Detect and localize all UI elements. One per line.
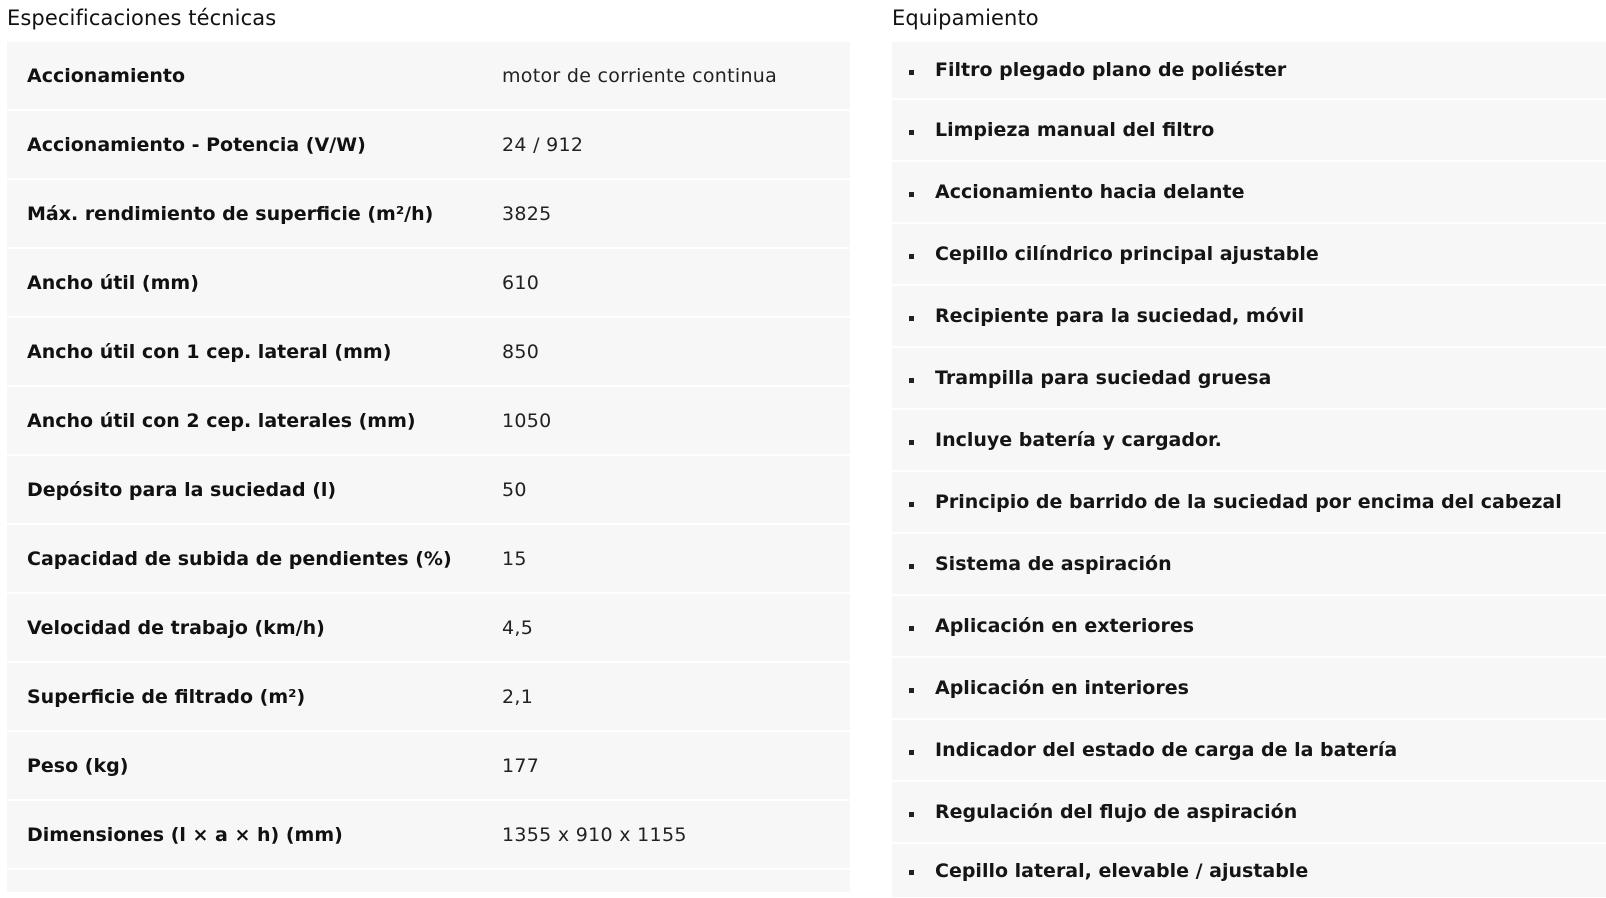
spec-label: Superficie de filtrado (m²) xyxy=(7,663,502,732)
equipment-title: Equipamiento xyxy=(892,6,1039,30)
list-item xyxy=(892,534,1606,596)
bullet-icon xyxy=(909,750,914,755)
spec-label: Dimensiones (l × a × h) (mm) xyxy=(7,801,502,870)
bullet-icon xyxy=(909,812,914,817)
equipment-item-label: Recipiente para la suciedad, móvil xyxy=(935,305,1305,327)
spec-row xyxy=(7,42,850,111)
spec-value: 24 / 912 xyxy=(502,111,850,180)
equipment-item-label: Sistema de aspiración xyxy=(935,553,1172,575)
equipment-section xyxy=(892,0,1606,897)
spec-label: Ancho útil con 1 cep. lateral (mm) xyxy=(7,318,502,387)
spec-row xyxy=(7,594,850,663)
spec-row xyxy=(7,663,850,732)
equipment-list xyxy=(892,42,1606,897)
list-item xyxy=(892,596,1606,658)
specifications-section xyxy=(7,0,850,892)
bullet-icon xyxy=(909,502,914,507)
equipment-item-label: Filtro plegado plano de poliéster xyxy=(935,59,1287,81)
equipment-item-label: Indicador del estado de carga de la batería xyxy=(935,739,1398,761)
spec-label: Accionamiento - Potencia (V/W) xyxy=(7,111,502,180)
equipment-item-label: Accionamiento hacia delante xyxy=(935,181,1245,203)
spec-value: 2,1 xyxy=(502,663,850,732)
bullet-icon xyxy=(909,440,914,445)
equipment-item-label: Aplicación en exteriores xyxy=(935,615,1195,637)
bullet-icon xyxy=(909,70,914,75)
spec-label: Máx. rendimiento de superficie (m²/h) xyxy=(7,180,502,249)
spec-row xyxy=(7,801,850,870)
spec-value: 3825 xyxy=(502,180,850,249)
bullet-icon xyxy=(909,192,914,197)
bullet-icon xyxy=(909,130,914,135)
spec-row xyxy=(7,525,850,594)
bullet-icon xyxy=(909,254,914,259)
spec-value: 15 xyxy=(502,525,850,594)
spec-value: motor de corriente continua xyxy=(502,42,850,111)
spec-label: Depósito para la suciedad (l) xyxy=(7,456,502,525)
spec-value: 610 xyxy=(502,249,850,318)
spec-label: Ancho útil con 2 cep. laterales (mm) xyxy=(7,387,502,456)
bullet-icon xyxy=(909,316,914,321)
spec-row xyxy=(7,318,850,387)
list-item xyxy=(892,720,1606,782)
spec-label: Peso (kg) xyxy=(7,732,502,801)
equipment-item-label: Principio de barrido de la suciedad por encima del cabezal xyxy=(935,491,1562,513)
spec-label: Ancho útil (mm) xyxy=(7,249,502,318)
list-item xyxy=(892,658,1606,720)
equipment-item-label: Limpieza manual del filtro xyxy=(935,119,1215,141)
spec-row xyxy=(7,180,850,249)
spec-label: Accionamiento xyxy=(7,42,502,111)
spec-label: Velocidad de trabajo (km/h) xyxy=(7,594,502,663)
equipment-item-label: Incluye batería y cargador. xyxy=(935,429,1222,451)
list-item xyxy=(892,348,1606,410)
equipment-item-label: Trampilla para suciedad gruesa xyxy=(935,367,1272,389)
spec-filler-cell xyxy=(502,870,850,892)
specifications-table xyxy=(7,42,850,892)
bullet-icon xyxy=(909,688,914,693)
bullet-icon xyxy=(909,870,914,875)
spec-row xyxy=(7,732,850,801)
bullet-icon xyxy=(909,626,914,631)
equipment-item-label: Aplicación en interiores xyxy=(935,677,1189,699)
equipment-item-label: Regulación del flujo de aspiración xyxy=(935,801,1298,823)
spec-filler-cell xyxy=(7,870,502,892)
list-item xyxy=(892,224,1606,286)
spec-value: 1050 xyxy=(502,387,850,456)
bullet-icon xyxy=(909,564,914,569)
list-item xyxy=(892,162,1606,224)
list-item xyxy=(892,472,1606,534)
list-item xyxy=(892,844,1606,897)
spec-row xyxy=(7,387,850,456)
spec-value: 177 xyxy=(502,732,850,801)
bullet-icon xyxy=(909,378,914,383)
spec-row xyxy=(7,111,850,180)
spec-value: 50 xyxy=(502,456,850,525)
spec-row-filler xyxy=(7,870,850,892)
equipment-item-label: Cepillo lateral, elevable / ajustable xyxy=(935,859,1309,882)
list-item xyxy=(892,286,1606,348)
specifications-title: Especificaciones técnicas xyxy=(7,6,277,30)
spec-value: 1355 x 910 x 1155 xyxy=(502,801,850,870)
equipment-item-label: Cepillo cilíndrico principal ajustable xyxy=(935,243,1319,265)
list-item xyxy=(892,410,1606,472)
spec-value: 850 xyxy=(502,318,850,387)
list-item xyxy=(892,100,1606,162)
list-item xyxy=(892,782,1606,844)
spec-row xyxy=(7,249,850,318)
spec-value: 4,5 xyxy=(502,594,850,663)
list-item xyxy=(892,42,1606,100)
spec-row xyxy=(7,456,850,525)
spec-label: Capacidad de subida de pendientes (%) xyxy=(7,525,502,594)
